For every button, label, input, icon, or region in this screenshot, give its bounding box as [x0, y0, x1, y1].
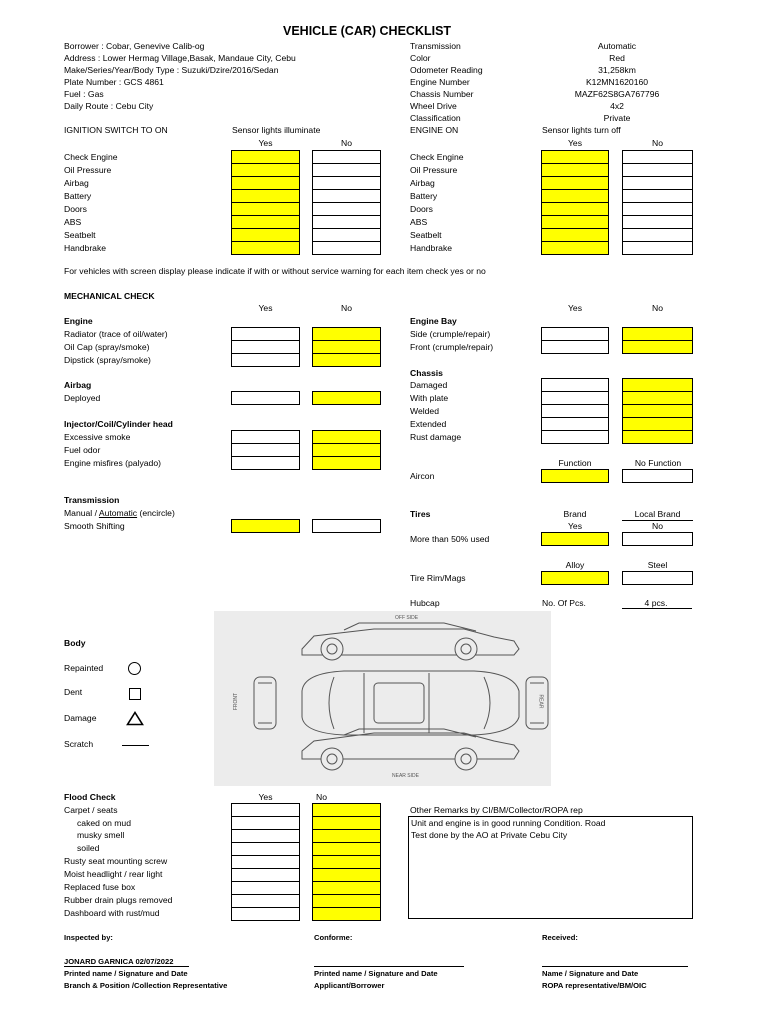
injector-title: Injector/Coil/Cylinder head — [64, 419, 173, 429]
flood-item: Carpet / seats — [64, 805, 118, 815]
ignition-yes-header: Yes — [258, 138, 273, 148]
engine-on-subtitle: Sensor lights turn off — [542, 125, 621, 135]
airbag-no-box[interactable] — [312, 391, 381, 405]
flood-yes-header: Yes — [258, 792, 273, 802]
rim-label: Tire Rim/Mags — [410, 573, 466, 583]
borrower-field: Borrower : Cobar, Genevive Calib-og — [64, 41, 205, 51]
inspected-by-label: Inspected by: — [64, 933, 113, 942]
injector-item: Fuel odor — [64, 445, 101, 455]
tires-label: Tires — [410, 509, 431, 519]
tires-brand-header: Brand — [563, 509, 587, 519]
engine-on-no-header: No — [652, 138, 663, 148]
rim-steel-box[interactable] — [622, 571, 693, 585]
flood-title: Flood Check — [64, 792, 116, 802]
injector-yes-column[interactable] — [231, 430, 300, 470]
engine-on-yes-header: Yes — [567, 138, 583, 148]
chassis-yes-column[interactable] — [541, 378, 609, 444]
remarks-line: Unit and engine is in good running Condition. Road — [411, 818, 606, 828]
engine-bay-item: Side (crumple/repair) — [410, 329, 491, 339]
engine-item: Radiator (trace of oil/water) — [64, 329, 168, 339]
address-field: Address : Lower Hermag Village,Basak, Mandaue City, Cebu — [64, 53, 296, 63]
engine-on-item: Airbag — [410, 178, 435, 188]
engine-on-item: Check Engine — [410, 152, 464, 162]
flood-item: caked on mud — [77, 818, 131, 828]
mech-yes-header: Yes — [258, 303, 273, 313]
engine-bay-item: Front (crumple/repair) — [410, 342, 494, 352]
signature-caption: Branch & Position /Collection Representative — [64, 981, 228, 990]
airbag-item: Deployed — [64, 393, 101, 403]
chassis-item: Rust damage — [410, 432, 462, 442]
scratch-line-icon — [122, 745, 149, 746]
chassis-item: Extended — [410, 419, 447, 429]
flood-no-header: No — [316, 792, 327, 802]
rim-steel-header: Steel — [647, 560, 668, 570]
tires-local-brand-header: Local Brand — [634, 509, 681, 519]
circle-icon — [128, 662, 141, 675]
color-label: Color — [410, 53, 431, 63]
dent-label: Dent — [64, 687, 83, 697]
car-outline-icon — [214, 611, 551, 786]
smooth-shifting-no-box[interactable] — [312, 519, 381, 533]
engine-on-item: Handbrake — [410, 243, 453, 253]
engine-on-item: ABS — [410, 217, 428, 227]
conforme-label: Conforme: — [314, 933, 353, 942]
tires-no-header: No — [652, 521, 663, 531]
hubcap-pcs-value: 4 pcs. — [644, 598, 668, 608]
chassis-item: Damaged — [410, 380, 448, 390]
rim-alloy-box[interactable] — [541, 571, 609, 585]
aircon-function-header: Function — [558, 458, 592, 468]
engine-on-item: Oil Pressure — [410, 165, 458, 175]
ignition-item: ABS — [64, 217, 82, 227]
triangle-icon — [126, 711, 144, 726]
route-field: Daily Route : Cebu City — [64, 101, 154, 111]
mech-no-header: No — [341, 303, 352, 313]
injector-item: Excessive smoke — [64, 432, 131, 442]
ignition-item: Handbrake — [64, 243, 107, 253]
tires-used-no-box[interactable] — [622, 532, 693, 546]
wheel-drive-label: Wheel Drive — [410, 101, 457, 111]
signature-caption: ROPA representative/BM/OIC — [542, 981, 647, 990]
engine-number-label: Engine Number — [410, 77, 470, 87]
engine-bay-title: Engine Bay — [410, 316, 457, 326]
ignition-item: Oil Pressure — [64, 165, 112, 175]
chassis-no-column[interactable] — [622, 378, 693, 444]
flood-item: Dashboard with rust/mud — [64, 908, 160, 918]
scratch-label: Scratch — [64, 739, 94, 749]
make-field: Make/Series/Year/Body Type : Suzuki/Dzire/2016/Sedan — [64, 65, 279, 75]
flood-item: soiled — [77, 843, 100, 853]
chassis-item: With plate — [410, 393, 449, 403]
chassis-number-value: MAZF62S8GA767796 — [574, 89, 660, 99]
received-label: Received: — [542, 933, 578, 942]
odometer-label: Odometer Reading — [410, 65, 483, 75]
tires-used-label: More than 50% used — [410, 534, 490, 544]
injector-no-column[interactable] — [312, 430, 381, 470]
color-value: Red — [609, 53, 625, 63]
engine-on-title: ENGINE ON — [410, 125, 459, 135]
flood-item: Replaced fuse box — [64, 882, 136, 892]
injector-item: Engine misfires (palyado) — [64, 458, 161, 468]
aircon-label: Aircon — [410, 471, 435, 481]
signature-caption: Name / Signature and Date — [542, 969, 639, 978]
ignition-subtitle: Sensor lights illuminate — [232, 125, 321, 135]
page-title: VEHICLE (CAR) CHECKLIST — [283, 24, 452, 38]
ignition-item: Doors — [64, 204, 87, 214]
encircle-note: (encircle) — [137, 508, 175, 518]
ignition-item: Seatbelt — [64, 230, 96, 240]
engine-item: Oil Cap (spray/smoke) — [64, 342, 150, 352]
engine-yes-column[interactable] — [231, 327, 300, 367]
flood-item: musky smell — [77, 830, 125, 840]
repainted-label: Repainted — [64, 663, 104, 673]
fuel-field: Fuel : Gas — [64, 89, 104, 99]
ignition-item: Check Engine — [64, 152, 118, 162]
classification-value: Private — [603, 113, 631, 123]
signature-caption: Applicant/Borrower — [314, 981, 385, 990]
transmission-value: Automatic — [597, 41, 637, 51]
tires-yes-header: Yes — [567, 521, 583, 531]
flood-item: Moist headlight / rear light — [64, 869, 163, 879]
engine-on-item: Doors — [410, 204, 433, 214]
aircon-no-function-box[interactable] — [622, 469, 693, 483]
remarks-line: Test done by the AO at Private Cebu City — [411, 830, 568, 840]
flood-item: Rubber drain plugs removed — [64, 895, 173, 905]
screen-display-note: For vehicles with screen display please indicate if with or without service warning for each item check yes or no — [64, 266, 486, 276]
ignition-item: Airbag — [64, 178, 89, 188]
engine-title: Engine — [64, 316, 93, 326]
engine-no-column[interactable] — [312, 327, 381, 367]
ignition-title: IGNITION SWITCH TO ON — [64, 125, 168, 135]
smooth-shifting-label: Smooth Shifting — [64, 521, 125, 531]
engine-on-item: Seatbelt — [410, 230, 442, 240]
nearside-label: NEAR SIDE — [392, 773, 419, 779]
wheel-drive-value: 4x2 — [610, 101, 624, 111]
front-label: FRONT — [233, 692, 240, 711]
hubcap-pcs-label: No. Of Pcs. — [542, 598, 586, 608]
tires-used-yes-box[interactable] — [541, 532, 609, 546]
inspector-name: JONARD GARNICA 02/07/2022 — [64, 957, 174, 966]
right-mech-no-header: No — [652, 303, 663, 313]
transmission-title: Transmission — [64, 495, 120, 505]
rim-alloy-header: Alloy — [565, 560, 585, 570]
mechanical-title: MECHANICAL CHECK — [64, 291, 155, 301]
vehicle-diagram[interactable] — [214, 611, 551, 786]
engine-item: Dipstick (spray/smoke) — [64, 355, 151, 365]
hubcap-label: Hubcap — [410, 598, 440, 608]
engine-number-value: K12MN1620160 — [585, 77, 649, 87]
plate-field: Plate Number : GCS 4861 — [64, 77, 164, 87]
chassis-item: Welded — [410, 406, 439, 416]
rear-label: REAR — [537, 694, 544, 709]
classification-label: Classification — [410, 113, 461, 123]
remarks-title: Other Remarks by CI/BM/Collector/ROPA rep — [410, 805, 583, 815]
chassis-title: Chassis — [410, 368, 443, 378]
odometer-value: 31,258km — [598, 65, 636, 75]
smooth-shifting-yes-box[interactable] — [231, 519, 300, 533]
chassis-number-label: Chassis Number — [410, 89, 474, 99]
engine-on-item: Battery — [410, 191, 438, 201]
aircon-function-box[interactable] — [541, 469, 609, 483]
flood-item: Rusty seat mounting screw — [64, 856, 168, 866]
ignition-item: Battery — [64, 191, 92, 201]
aircon-no-function-header: No Function — [634, 458, 682, 468]
square-icon — [129, 688, 141, 700]
manual-option: Manual / — [64, 508, 99, 518]
body-title: Body — [64, 638, 86, 648]
airbag-yes-box[interactable] — [231, 391, 300, 405]
transmission-label: Transmission — [410, 41, 461, 51]
automatic-option: Automatic — [98, 508, 138, 518]
damage-label: Damage — [64, 713, 97, 723]
right-mech-yes-header: Yes — [567, 303, 583, 313]
offside-label: OFF SIDE — [395, 615, 419, 621]
flood-yes-column[interactable] — [231, 803, 300, 921]
airbag-title: Airbag — [64, 380, 92, 390]
flood-no-column[interactable] — [312, 803, 381, 921]
signature-caption: Printed name / Signature and Date — [314, 969, 438, 978]
ignition-no-header: No — [341, 138, 352, 148]
signature-caption: Printed name / Signature and Date — [64, 969, 188, 978]
transmission-type — [64, 509, 175, 518]
